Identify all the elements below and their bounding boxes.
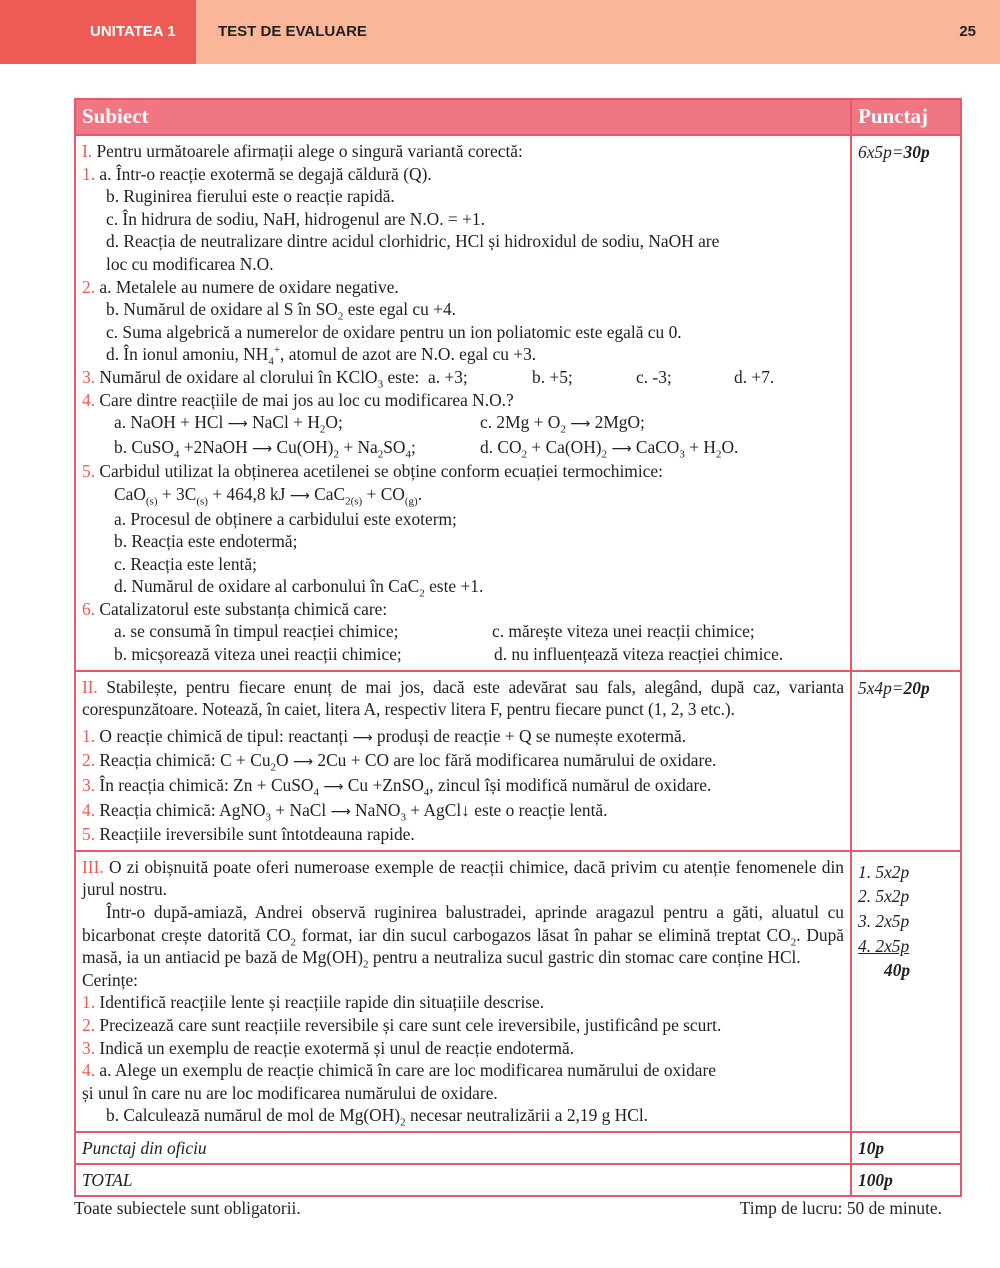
q3-option-a: a. +3; bbox=[428, 366, 468, 387]
official-points-value: 10p bbox=[851, 1132, 961, 1164]
q6-option-b: b. micșorează viteza unei reacții chimice; bbox=[114, 644, 402, 665]
s3-points-2: 2. 5x2p bbox=[858, 886, 910, 907]
q1-c: c. În hidrura de sodiu, NaH, hidrogenul are N.O. = +1. bbox=[106, 208, 485, 229]
arrow-icon: ⟶ bbox=[292, 754, 314, 771]
section-3-content bbox=[75, 851, 851, 1132]
s3-req-4a: 4. a. Alege un exemplu de reacție chimică în care are loc modificarea numărului de oxidare bbox=[82, 1060, 716, 1081]
s3-points-4: 4. 2x5p bbox=[858, 935, 910, 956]
section-2-points: 5x4p=20p bbox=[851, 671, 961, 851]
q5-a: a. Procesul de obținere a carbidului este exoterm; bbox=[114, 508, 457, 529]
section-title: TEST DE EVALUARE bbox=[218, 23, 367, 40]
arrow-icon: ⟶ bbox=[227, 416, 248, 433]
q5-b: b. Reacția este endotermă; bbox=[114, 531, 298, 552]
q1-d-line2: loc cu modificarea N.O. bbox=[106, 253, 274, 274]
section-1-label: I. bbox=[82, 141, 93, 161]
q6-option-c: c. mărește viteza unei reacții chimice; bbox=[492, 621, 755, 642]
q6-option-a: a. se consumă în timpul reacției chimice; bbox=[114, 621, 399, 642]
s2-item-4: 4. Reacția chimică: AgNO$_3$ + NaCl ⟶ NaNO$_3$ + AgCl↓ este o reacție lentă. bbox=[82, 799, 608, 824]
arrow-icon: ⟶ bbox=[289, 487, 310, 504]
s3-points-3: 3. 2x5p bbox=[858, 911, 910, 931]
s3-req-2: 2. Precizează care sunt reacțiile reversibile și care sunt cele ireversibile, justificând pe scurt. bbox=[82, 1014, 722, 1035]
table-header-row bbox=[75, 99, 961, 135]
section-3-row bbox=[75, 851, 961, 1132]
q4-text: Care dintre reacțiile de mai jos au loc cu modificarea N.O.? bbox=[99, 389, 514, 410]
q2-c: c. Suma algebrică a numerelor de oxidare pentru un ion poliatomic este egală cu 0. bbox=[106, 321, 682, 342]
section-3-points bbox=[851, 851, 961, 1132]
arrow-icon: ⟶ bbox=[323, 779, 344, 796]
section-2-content bbox=[75, 671, 851, 851]
section-1-points: 6x5p=30p bbox=[851, 135, 961, 671]
s2-item-1: 1. O reacție chimică de tipul: reactanți ⟶ produși de reacție + Q se numește exotermă. bbox=[82, 725, 687, 746]
q3-option-d: d. +7. bbox=[734, 366, 775, 387]
unit-label: UNITATEA 1 bbox=[0, 0, 196, 64]
s2-item-2: 2. Reacția chimică: $C + Cu_2O$ ⟶ 2Cu + CO are loc fără modificarea numărului de oxidare. bbox=[82, 750, 717, 774]
q1-d-line1: d. Reacția de neutralizare dintre acidul clorhidric, HCl și hidroxidul de sodiu, NaOH are bbox=[106, 231, 720, 252]
q1-b: b. Ruginirea fierului este o reacție rapidă. bbox=[106, 186, 395, 207]
arrow-icon: ⟶ bbox=[252, 440, 273, 457]
q4-option-c: c. $2Mg + O_2$ ⟶ 2MgO; bbox=[480, 412, 645, 436]
q2-a: a. Metalele au numere de oxidare negative. bbox=[99, 276, 399, 297]
col-subject-header: Subiect bbox=[75, 99, 851, 135]
requirements-label: Cerințe: bbox=[82, 969, 139, 990]
q2-number: 2. bbox=[82, 276, 96, 297]
footer-time: Timp de lucru: 50 de minute. bbox=[739, 1198, 942, 1218]
q3-option-c: c. -3; bbox=[636, 366, 672, 387]
section-1-intro: Pentru următoarele afirmații alege o singură variantă corectă: bbox=[96, 141, 523, 161]
q3: 3. Numărul de oxidare al clorului în KClO$_3$ este: a. +3; b. +5; c. -3; d. +7. bbox=[82, 366, 775, 391]
total-label: TOTAL bbox=[75, 1164, 851, 1196]
s3-points-1: 1. 5x2p bbox=[858, 861, 910, 882]
q3-option-b: b. +5; bbox=[532, 366, 573, 387]
section-1-content bbox=[75, 135, 851, 671]
section-1-row bbox=[75, 135, 961, 671]
section-2-intro: II. Stabilește, pentru fiecare enunț de mai jos, dacă este adevărat sau fals, alegând, după caz, varianta corespunzătoare. Notează, în caiet, litera A, respectiv litera F, pentru fiecare punct (1, 2, 3 etc.). bbox=[82, 676, 845, 720]
section-3-story: Într-o după-amiază, Andrei observă ruginirea balustradei, aprinde aragazul pentru a găti, aluatul cu bicarbonat crește datorită $CO_2$ format, iar din sucul carbogazos lăsat în pahar se elimină treptat $CO_2$. După masă, ia un antiacid pe bază de $Mg(OH)_2$ pentru a neutraliza sucul gastric din stomac care conține HCl. bbox=[82, 902, 844, 971]
q4-number: 4. bbox=[82, 389, 96, 410]
q5-d: d. Numărul de oxidare al carbonului în CaC$_2$ este +1. bbox=[114, 576, 484, 600]
q6-text: Catalizatorul este substanța chimică care: bbox=[99, 598, 388, 619]
s2-item-3: 3. În reacția chimică: Zn + CuSO$_4$ ⟶ Cu +ZnSO$_4$, zincul își modifică numărul de oxidare. bbox=[82, 775, 712, 799]
page-header bbox=[0, 0, 1000, 64]
q5-number: 5. bbox=[82, 461, 96, 482]
section-2-row bbox=[75, 671, 961, 851]
q5-c: c. Reacția este lentă; bbox=[114, 553, 257, 574]
q6-number: 6. bbox=[82, 598, 96, 619]
q4-row-ac bbox=[82, 411, 844, 436]
official-points-label: Punctaj din oficiu bbox=[75, 1132, 851, 1164]
s3-points-total: 40p bbox=[884, 960, 911, 981]
q4-option-b: b. CuSO$_4$ +2NaOH ⟶ $Cu(OH)_2 + Na_2SO_4$; bbox=[114, 436, 416, 461]
q5-equation: $CaO_{(s)} + 3C_{(s)} + 464,8$ kJ ⟶ $CaC_{2(s)} + CO_{(g)}$. bbox=[114, 483, 423, 508]
q2-b: b. Numărul de oxidare al S în $SO_2$ este egal cu +4. bbox=[106, 299, 457, 323]
q4-option-d: d. $CO_2 + Ca(OH)_2$ ⟶ CaCO$_3$ + $H_2O$. bbox=[480, 436, 739, 461]
q5-text: Carbidul utilizat la obținerea acetilenei se obține conform ecuației termochimice: bbox=[99, 461, 663, 482]
s3-req-3: 3. Indică un exemplu de reacție exotermă și unul de reacție endotermă. bbox=[82, 1037, 575, 1058]
arrow-icon: ⟶ bbox=[352, 729, 373, 746]
footer-note: Toate subiectele sunt obligatorii. bbox=[74, 1198, 301, 1218]
arrow-icon: ⟶ bbox=[330, 803, 351, 820]
q4-option-a: a. NaOH + HCl ⟶ NaCl + $H_2O$; bbox=[114, 412, 343, 436]
official-points-row bbox=[75, 1132, 961, 1164]
total-row bbox=[75, 1164, 961, 1196]
q6-row-bd bbox=[82, 643, 844, 666]
total-value: 100p bbox=[851, 1164, 961, 1196]
q1-number: 1. bbox=[82, 163, 96, 184]
s2-item-5: 5. Reacțiile ireversibile sunt întotdeauna rapide. bbox=[82, 824, 415, 845]
s3-req-1: 1. Identifică reacțiile lente și reacțiile rapide din situațiile descrise. bbox=[82, 992, 545, 1013]
s3-req-4a-line2: și unul în care nu are loc modificarea numărului de oxidare. bbox=[82, 1082, 498, 1103]
q2-d: d. În ionul amoniu, $NH_4^+$, atomul de azot are N.O. egal cu +3. bbox=[106, 344, 537, 368]
col-points-header: Punctaj bbox=[851, 99, 961, 135]
q4-row-bd bbox=[82, 436, 844, 461]
arrow-icon: ⟶ bbox=[570, 416, 591, 433]
section-3-intro: III. O zi obișnuită poate oferi numeroase exemple de reacții chimice, dacă privim cu atenție fenomenele din jurul nostru. bbox=[82, 856, 844, 900]
q6-option-d: d. nu influențează viteza reacției chimice. bbox=[494, 644, 784, 665]
page-number: 25 bbox=[959, 23, 976, 40]
arrow-icon: ⟶ bbox=[611, 440, 632, 457]
evaluation-table bbox=[74, 98, 962, 1197]
s3-req-4b: b. Calculează numărul de mol de $Mg(OH)_2$ necesar neutralizării a 2,19 g HCl. bbox=[106, 1105, 649, 1129]
q6-row-ac bbox=[82, 620, 844, 643]
q1-a: a. Într-o reacție exotermă se degajă căldură (Q). bbox=[99, 163, 432, 184]
